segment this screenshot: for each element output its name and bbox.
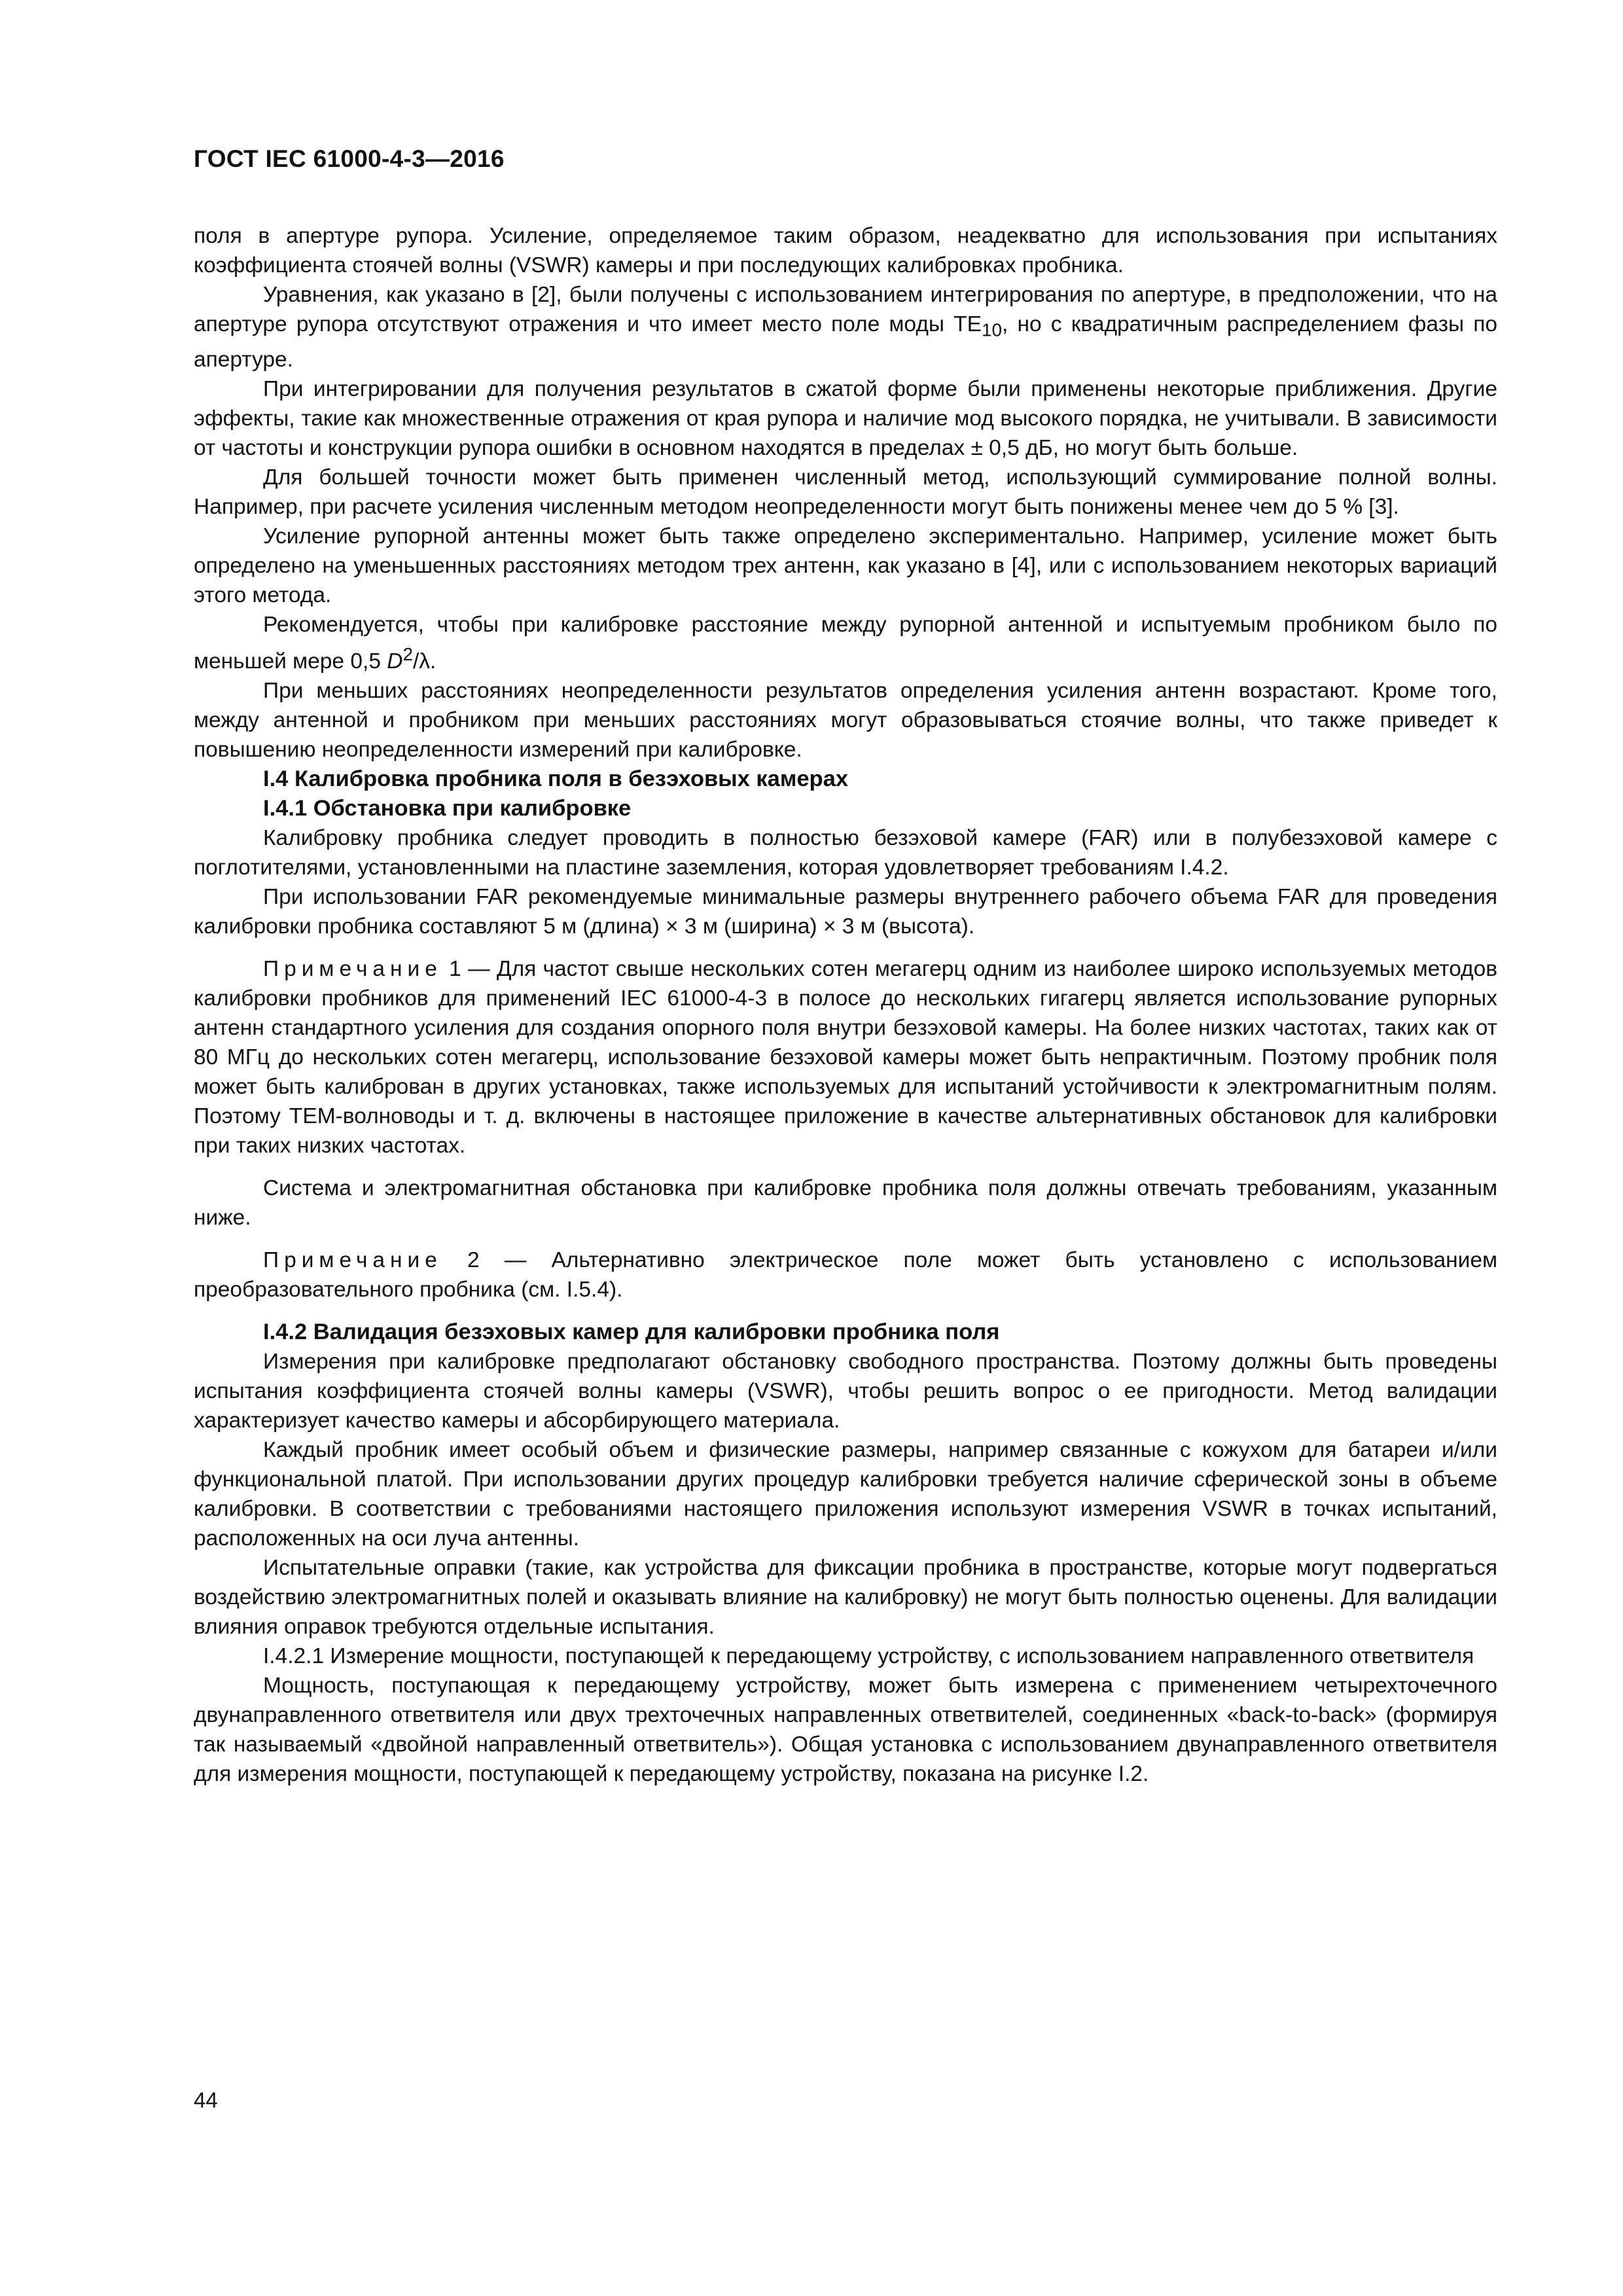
paragraph: поля в апертуре рупора. Усиление, определяемое таким образом, неадекватно для использования при испытаниях коэффициента стоячей волны (VSWR) камеры и при последующих калибровках пробника. — [194, 224, 1497, 278]
paragraph: Каждый пробник имеет особый объем и физические размеры, например связанные с кожухом для батареи и/или функциональной платой. При использовании других процедур калибровки требуется наличие сферической зоны в объеме калибровки. В соответствии с требованиями настоящего приложения используют измерения VSWR в точках испытаний, расположенных на оси луча антенны. — [194, 1437, 1497, 1551]
paragraph: Калибровку пробника следует проводить в полностью безэховой камере (FAR) или в полубезэховой камере с поглотителями, установленными на пластине заземления, которая удовлетворяет требованиям I.4.2. — [194, 825, 1497, 880]
document-header: ГОСТ IEC 61000-4-3—2016 — [194, 145, 505, 172]
note-text: 2 — Альтернативно электрическое поле может быть установлено с использованием преобразовательного пробника (см. I.5.4). — [194, 1247, 1497, 1302]
note-2 — [194, 1246, 1497, 1304]
superscript: 2 — [402, 643, 413, 664]
subsection-heading: I.4.1 Обстановка при калибровке — [263, 795, 632, 821]
paragraph: Для большей точности может быть применен численный метод, использующий суммирование полной волны. Например, при расчете усиления численным методом неопределенности могут быть понижены менее чем до 5 % [3]. — [194, 465, 1497, 519]
paragraph-text: , но с квадратичным распределением фазы по апертуре. — [194, 312, 1497, 372]
paragraph — [194, 610, 1497, 676]
section-heading: I.4 Калибровка пробника поля в безэховых камерах — [263, 766, 849, 791]
paragraph: Испытательные оправки (такие, как устройства для фиксации пробника в пространстве, которые могут подвергаться воздействию электромагнитных полей и оказывать влияние на калибровку) не могут быть полностью оценены. Для валидации влияния оправок требуются отдельные испытания. — [194, 1555, 1497, 1639]
paragraph-text: Рекомендуется, чтобы при калибровке расстояние между рупорной антенной и испытуемым пробником было по меньшей мере 0,5 — [194, 612, 1497, 673]
document-body — [194, 221, 1497, 1789]
note-label: Примечание — [263, 1247, 442, 1272]
paragraph: I.4.2.1 Измерение мощности, поступающей к передающему устройству, с использованием направленного ответвителя — [263, 1643, 1474, 1668]
note-1 — [194, 954, 1497, 1160]
paragraph: Мощность, поступающая к передающему устройству, может быть измерена с применением четырехточечного двунаправленного ответвителя или двух трехточечных направленных ответвителей, соединенных «back-to-back» (формируя так называемый «двойной направленный ответвитель»). Общая установка с использованием двунаправленного ответвителя для измерения мощности, поступающей к передающему устройству, показана на рисунке I.2. — [194, 1673, 1497, 1786]
paragraph-text: Уравнения, как указано в [2], были получены с использованием интегрирования по апертуре, в предположении, что на апертуре рупора отсутствуют отражения и что имеет место поле моды TE — [194, 283, 1497, 336]
paragraph: При интегрировании для получения результатов в сжатой форме были применены некоторые приближения. Другие эффекты, такие как множественные отражения от края рупора и наличие мод высокого порядка, не учитывали. В зависимости от частоты и конструкции рупора ошибки в основном находятся в пределах ± 0,5 дБ, но могут быть больше. — [194, 376, 1497, 460]
paragraph — [194, 280, 1497, 374]
paragraph: При использовании FAR рекомендуемые минимальные размеры внутреннего рабочего объема FAR для проведения калибровки пробника составляют 5 м (длина) × 3 м (ширина) × 3 м (высота). — [194, 884, 1497, 939]
note-label: Примечание — [263, 956, 442, 981]
subsection-heading: I.4.2 Валидация безэховых камер для калибровки пробника поля — [263, 1319, 1000, 1344]
subscript: 10 — [981, 319, 1002, 340]
paragraph: Система и электромагнитная обстановка при калибровке пробника поля должны отвечать требованиям, указанным ниже. — [194, 1175, 1497, 1230]
paragraph-text: /λ. — [413, 649, 437, 673]
paragraph: При меньших расстояниях неопределенности результатов определения усиления антенн возрастают. Кроме того, между антенной и пробником при меньших расстояниях могут образовываться стоячие волны, что также приведет к повышению неопределенности измерений при калибровке. — [194, 678, 1497, 762]
formula-variable: D — [387, 649, 403, 673]
paragraph: Измерения при калибровке предполагают обстановку свободного пространства. Поэтому должны быть проведены испытания коэффициента стоячей волны камеры (VSWR), чтобы решить вопрос о ее пригодности. Метод валидации характеризует качество камеры и абсорбирующего материала. — [194, 1349, 1497, 1433]
page-number: 44 — [194, 2088, 218, 2112]
note-text: 1 — Для частот свыше нескольких сотен мегагерц одним из наиболее широко используемых методов калибровки пробников для применений IEC 61000-4-3 в полосе до нескольких гигагерц является использование рупорных антенн стандартного усиления для создания опорного поля внутри безэховой камеры. На более низких частотах, таких как от 80 МГц до нескольких сотен мегагерц, использование безэховой камеры может быть непрактичным. Поэтому пробник поля может быть калиброван в других установках, также используемых для испытаний устойчивости к электромагнитным полям. Поэтому ТЕМ-волноводы и т. д. включены в настоящее приложение в качестве альтернативных обстановок для калибровки при таких низких частотах. — [194, 956, 1497, 1158]
paragraph: Усиление рупорной антенны может быть также определено экспериментально. Например, усиление может быть определено на уменьшенных расстояниях методом трех антенн, как указано в [4], или с использованием некоторых вариаций этого метода. — [194, 524, 1497, 607]
